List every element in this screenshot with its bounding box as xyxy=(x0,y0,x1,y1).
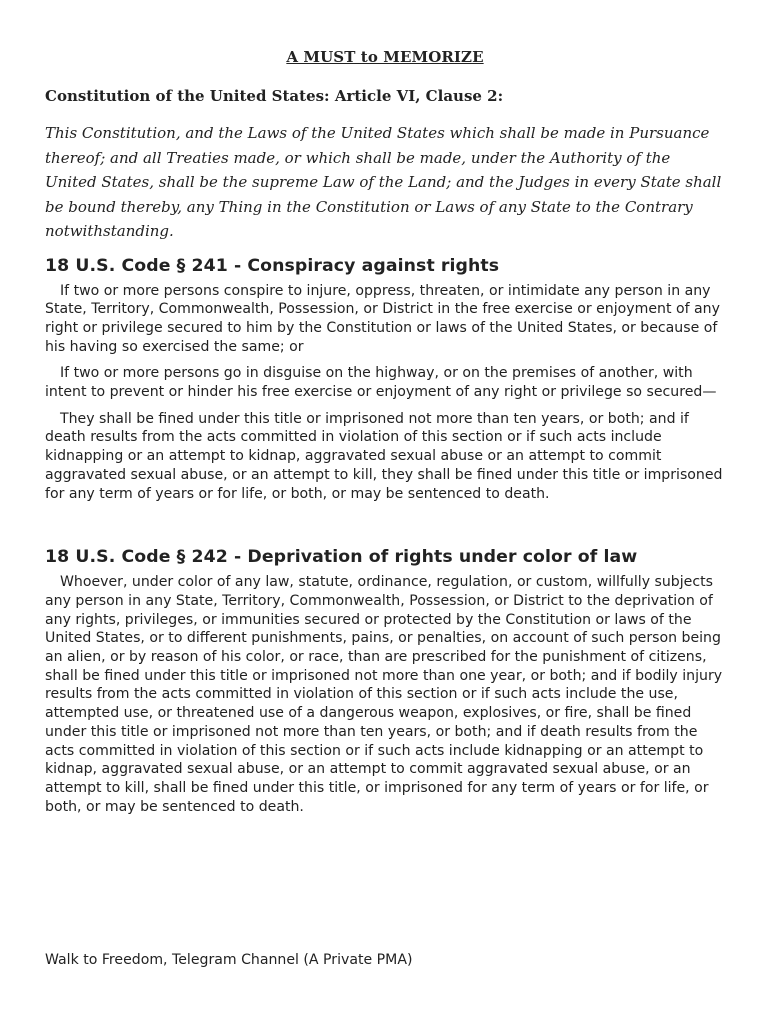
article-clause-text: This Constitution, and the Laws of the United States which shall be made in Pursuance thereof; and all Treaties made, or which shall be made, under the Authority of the United States, shall be the supreme Law of the Land; and the Judges in every State shall be bound thereby, any Thing in the Constitution or Laws of any State to the Contrary notwithstanding. xyxy=(45,124,722,240)
section-241 xyxy=(45,256,725,504)
section-241-heading: 18 U.S. Code § 241 - Conspiracy against rights xyxy=(45,255,500,276)
document-title: A MUST to MEMORIZE xyxy=(286,48,484,66)
section-241-paragraph-3: They shall be fined under this title or imprisoned not more than ten years, or both; and if death results from the acts committed in violation of this section or if such acts include kidnapping or an attempt to kidnap, aggravated sexual abuse or an attempt to commit aggravated sexual abuse, or an attempt to kill, they shall be fined under this title or imprisoned for any term of years or for life, or both, or may be sentenced to death. xyxy=(45,410,723,502)
section-242-heading: 18 U.S. Code § 242 - Deprivation of rights under color of law xyxy=(45,547,638,568)
section-242 xyxy=(45,547,725,816)
section-241-paragraph-2: If two or more persons go in disguise on the highway, or on the premises of another, with intent to prevent or hinder his free exercise or enjoyment of any right or privilege so secured— xyxy=(45,365,717,401)
section-242-paragraph-1: Whoever, under color of any law, statute, ordinance, regulation, or custom, willfully subjects any person in any State, Territory, Commonwealth, Possession, or District to the deprivation of any rights, privileges, or immunities secured or protected by the Constitution or laws of the United States, or to different punishments, pains, or penalties, on account of such person being an alien, or by reason of his color, or race, than are prescribed for the punishment of citizens, shall be fined under this title or imprisoned not more than one year, or both; and if bodily injury results from the acts committed in violation of this section or if such acts include the use, attempted use, or threatened use of a dangerous weapon, explosives, or fire, shall be fined under this title or imprisoned not more than ten years, or both; and if death results from the acts committed in violation of this section or if such acts include kidnapping or an attempt to kidnap, aggravated sexual abuse, or an attempt to commit aggravated sexual abuse, or an attempt to kill, shall be fined under this title, or imprisoned for any term of years or for life, or both, or may be sentenced to death. xyxy=(45,574,723,815)
footer-text: Walk to Freedom, Telegram Channel (A Private PMA) xyxy=(45,952,413,968)
article-heading: Constitution of the United States: Article VI, Clause 2: xyxy=(45,87,504,105)
section-241-paragraph-1: If two or more persons conspire to injure, oppress, threaten, or intimidate any person in any State, Territory, Commonwealth, Possession, or District in the free exercise or enjoyment of any right or privilege secured to him by the Constitution or laws of the United States, or because of his having so exercised the same; or xyxy=(45,282,720,355)
document-page xyxy=(45,48,725,824)
